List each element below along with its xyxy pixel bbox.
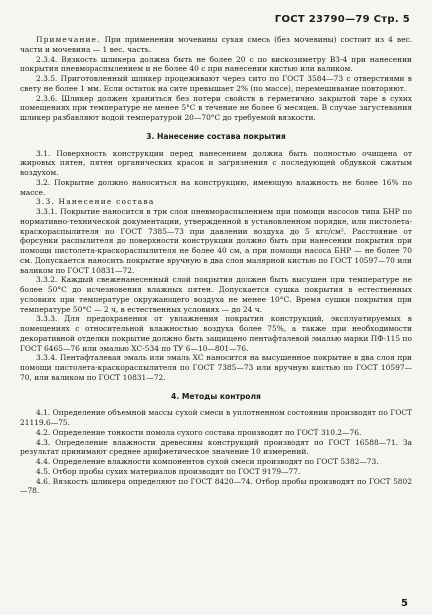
- paragraph-4-4: 4.4. Определение влажности компонентов сухой смеси производят по ГОСТ 5382—73.: [36, 457, 379, 466]
- paragraph-2-3-6: 2.3.6. Шликер должен храниться без потери свойств в герметично закрытой таре в сухих помещениях при температуре не менее 5°С в течение не более 6 месяцев. В случае загустевания шликер разбавляют водой температурой 20—70°С до требуемой вязкости.: [20, 93, 412, 122]
- page-number: 5: [401, 598, 408, 609]
- paragraph-3-3-1: 3.3.1. Покрытие наносится в три слоя пневмораспылением при помощи насосов типа БНР по нормативно-технической документации, утвержденной в установленном порядке, или пистолета-краскораспылителя по ГОСТ 7385—73 при давлении воздуха до 5 кгс/см². Расстояние от форсунки распылителя до поверхности конструкции должно быть при нанесении покрытия при помощи пистолета-краскораспылителя не более 40 см, а при помощи насоса БНР — не более 70 см. Допускается наносить покрытие вручную в два слоя малярной кистью по ГОСТ 10597—70 или валиком по ГОСТ 10831—72.: [20, 207, 412, 275]
- section-4-heading: 4. Методы контроля: [171, 391, 261, 401]
- paragraph-3-3-3: 3.3.3. Для предохранения от увлажнения покрытия конструкций, эксплуатируемых в помещениях с относительной влажностью воздуха более 75%, а также при необходимости декоративной отделки покрытие должно быть защищено пентафталевой эмалью марки ПФ-115 по ГОСТ 6465—76 или эмалью ХС-534 по ТУ 6—10—801—76.: [20, 314, 412, 353]
- paragraph-3-3-2: 3.3.2. Каждый свеженанесенный слой покрытия должен быть высушен при температуре не более 50°С до исчезновения влажных пятен. Допускается сушка покрытия в естественных условиях при температуре окружающего воздуха не менее 10°С. Время сушки покрытия при температуре 50°С — 2 ч, в естественных условиях — до 24 ч.: [20, 275, 412, 314]
- paragraph-3-2: 3.2. Покрытие должно наноситься на конструкцию, имеющую влажность не более 16% по массе.: [20, 177, 412, 197]
- paragraph-4-6: 4.6. Вязкость шликера определяют по ГОСТ 8420—74. Отбор пробы производят по ГОСТ 5802—78.: [20, 476, 412, 496]
- note-paragraph: [20, 35, 412, 55]
- note-label: Примечание.: [36, 35, 101, 44]
- running-header: ГОСТ 23790—79 Стр. 5: [274, 14, 410, 25]
- paragraph-3-1: 3.1. Поверхность конструкции перед нанесением должна быть полностью очищена от жировых пятен, пятен органических красок и загрязнения с последующей обдувкой сжатым воздухом.: [20, 148, 412, 177]
- paragraph-2-3-4: 2.3.4. Вязкость шликера должна быть не более 20 с по вискозиметру ВЗ-4 при нанесении покрытия пневмораспылением и не более 40 с при нанесении кистью или валиком.: [20, 54, 412, 74]
- paragraph-3-3-4: 3.3.4. Пентафталевая эмаль или эмаль ХС наносится на высушенное покрытие в два слоя при помощи пистолета-краскораспылителя по ГОСТ 7385—73 или вручную кистью по ГОСТ 10597—70, или валиком по ГОСТ 10831—72.: [20, 353, 412, 382]
- note-text: При применении мочевины сухая смесь (без мочевины) состоит из 4 вес. части и мочевина — 1 вес. часть.: [20, 35, 412, 54]
- paragraph-4-5: 4.5. Отбор пробы сухих материалов производят по ГОСТ 9179—77.: [36, 466, 301, 476]
- paragraph-4-2: 4.2. Определение тонкости помола сухого состава производят по ГОСТ 310.2—76.: [36, 427, 362, 437]
- paragraph-2-3-5: 2.3.5. Приготовленный шликер процеживают через сито по ГОСТ 3584—73 с отверстиями в свету не более 1 мм. Если остаток на сите превышает 2% (по массе), перемешивание повторяют.: [20, 74, 412, 93]
- paragraph-4-1: 4.1. Определение объемной массы сухой смеси в уплотненном состоянии производят по ГОСТ 21119.6—75.: [20, 408, 412, 427]
- subheading-3-3: 3.3. Нанесение состава: [36, 197, 155, 207]
- paragraph-4-3: 4.3. Определение влажности древесины конструкций производят по ГОСТ 16588—71. За результат принимают среднее арифметическое значение 10 измерений.: [20, 437, 412, 457]
- section-3-heading: 3. Нанесение состава покрытия: [146, 131, 286, 141]
- document-body: [20, 35, 412, 496]
